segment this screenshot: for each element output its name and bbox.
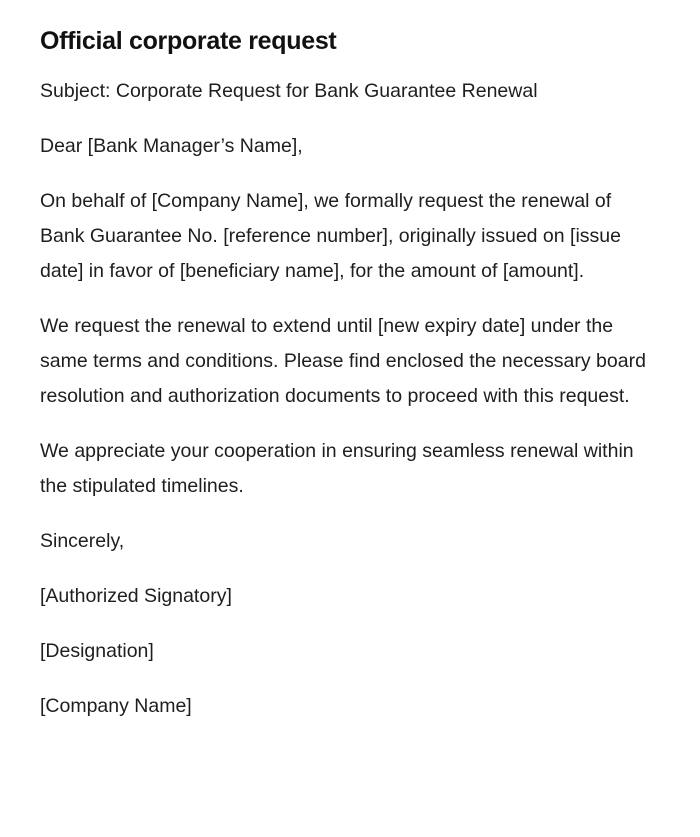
body-paragraph-2: We request the renewal to extend until [new expiry date] under the same terms and conditions. Please find enclosed the necessary board resolution and authorization documents to proceed with this request. [40, 315, 646, 407]
designation: [Designation] [40, 640, 154, 662]
body-paragraph-3: We appreciate your cooperation in ensuring seamless renewal within the stipulated timelines. [40, 440, 634, 497]
body-paragraph-1: On behalf of [Company Name], we formally request the renewal of Bank Guarantee No. [reference number], originally issued on [issue date] in favor of [beneficiary name], for the amount of [amount]. [40, 190, 621, 282]
company-name: [Company Name] [40, 695, 192, 717]
subject-line: Subject: Corporate Request for Bank Guarantee Renewal [40, 80, 538, 102]
page-title: Official corporate request [40, 27, 337, 55]
salutation: Dear [Bank Manager’s Name], [40, 135, 303, 157]
closing: Sincerely, [40, 530, 125, 552]
signatory: [Authorized Signatory] [40, 585, 232, 607]
